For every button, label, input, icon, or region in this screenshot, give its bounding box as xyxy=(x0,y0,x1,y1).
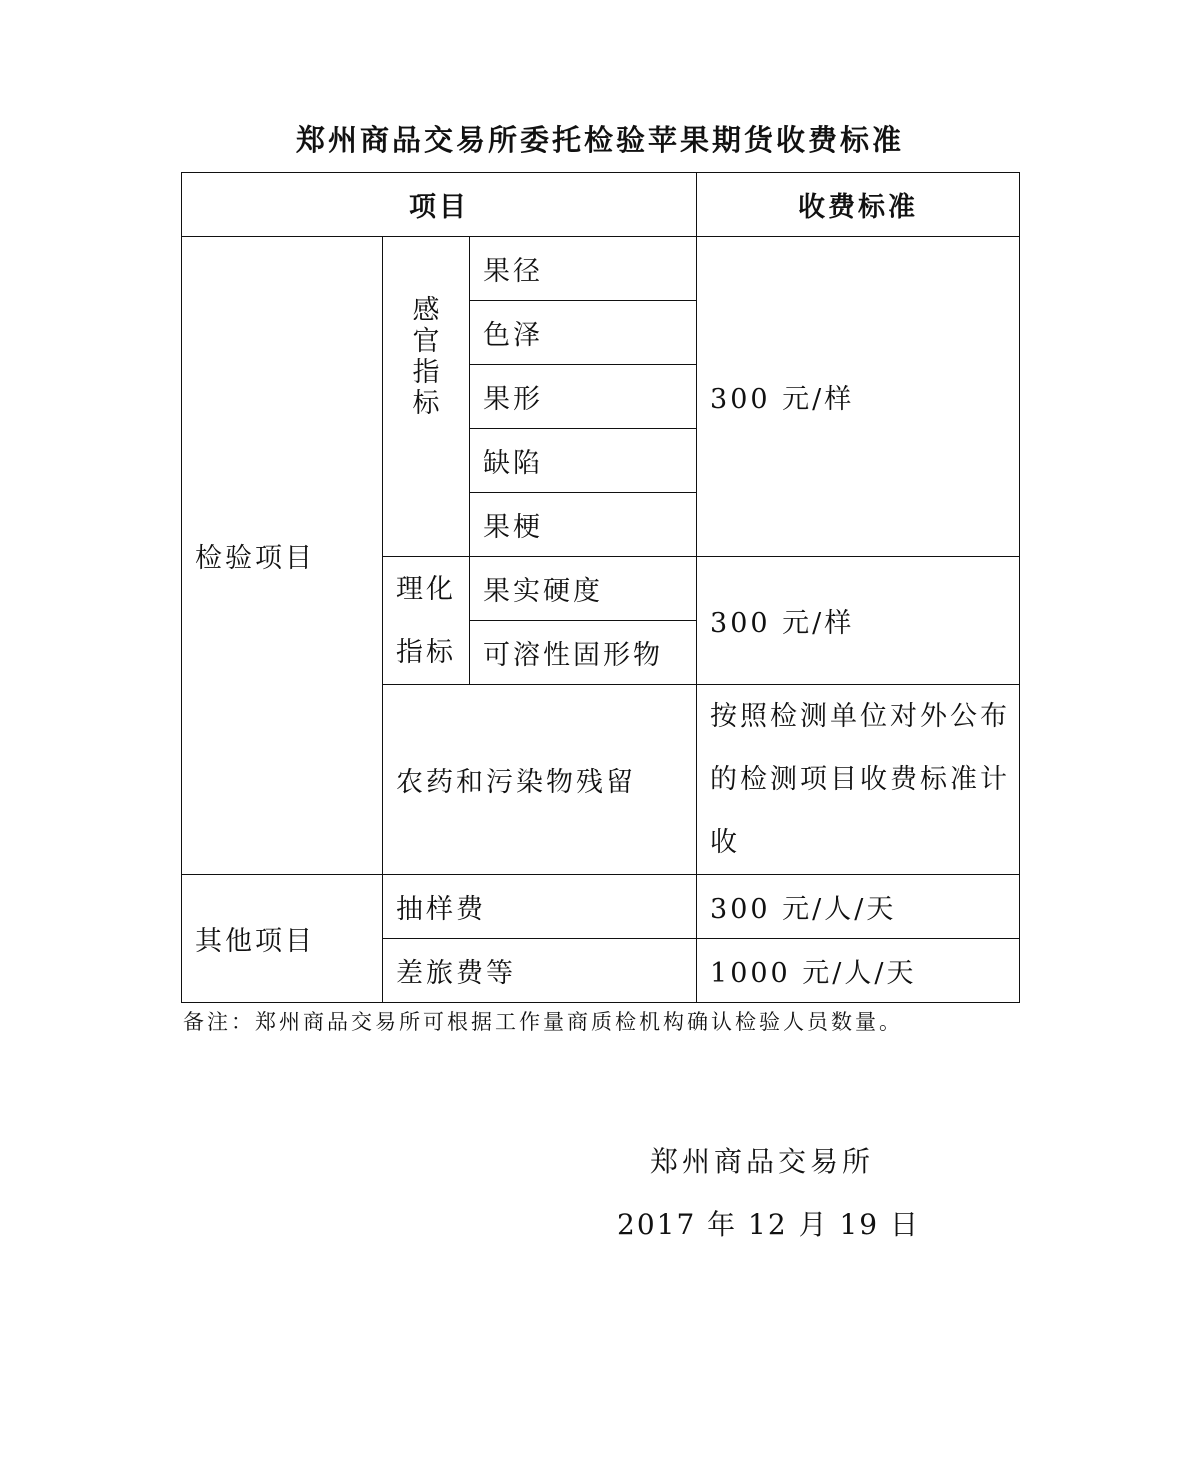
sensory-item: 缺陷 xyxy=(470,429,697,493)
signature-org: 郑州商品交易所 xyxy=(650,1145,875,1178)
physchem-fee: 300 元/样 xyxy=(697,557,1020,685)
remark-note: 备注：郑州商品交易所可根据工作量商质检机构确认检验人员数量。 xyxy=(183,1010,903,1034)
inspection-label: 检验项目 xyxy=(182,237,383,875)
other-fee: 1000 元/人/天 xyxy=(697,939,1020,1003)
physchem-item: 可溶性固形物 xyxy=(470,621,697,685)
physchem-item: 果实硬度 xyxy=(470,557,697,621)
table-header-row xyxy=(182,173,1020,237)
other-fee: 300 元/人/天 xyxy=(697,875,1020,939)
sensory-item: 果形 xyxy=(470,365,697,429)
sensory-label-cell xyxy=(383,237,470,557)
header-fee: 收费标准 xyxy=(697,173,1020,237)
signature-date: 2017 年 12 月 19 日 xyxy=(617,1208,921,1241)
other-item: 差旅费等 xyxy=(383,939,697,1003)
sensory-item: 果径 xyxy=(470,237,697,301)
residue-label: 农药和污染物残留 xyxy=(383,685,697,875)
other-label: 其他项目 xyxy=(182,875,383,1003)
sensory-item: 果梗 xyxy=(470,493,697,557)
sensory-label: 感官指标 xyxy=(412,295,440,419)
fee-table xyxy=(181,172,1020,1003)
physchem-label: 理化指标 xyxy=(383,557,470,685)
other-item: 抽样费 xyxy=(383,875,697,939)
residue-fee: 按照检测单位对外公布的检测项目收费标准计收 xyxy=(697,685,1020,875)
table-row xyxy=(182,875,1020,939)
header-item: 项目 xyxy=(182,173,697,237)
document-title: 郑州商品交易所委托检验苹果期货收费标准 xyxy=(295,123,904,157)
sensory-item: 色泽 xyxy=(470,301,697,365)
table-row xyxy=(182,237,1020,301)
sensory-fee: 300 元/样 xyxy=(697,237,1020,557)
